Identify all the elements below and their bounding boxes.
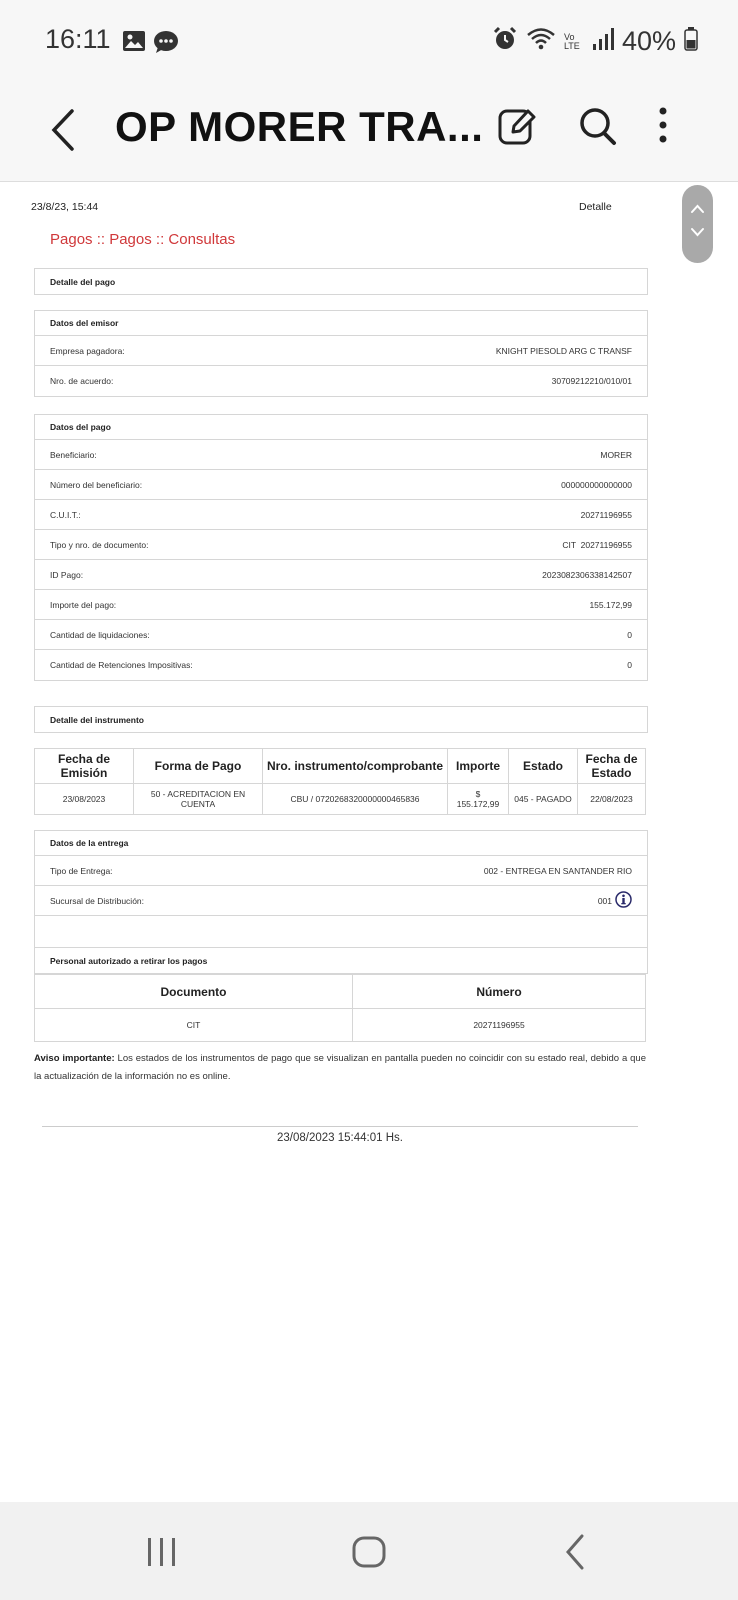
edit-icon[interactable] bbox=[497, 105, 537, 152]
battery-percent: 40% bbox=[621, 26, 676, 56]
divider bbox=[42, 1126, 638, 1127]
table-header: Número bbox=[353, 975, 646, 1009]
data-row: Tipo de Entrega: 002 - ENTREGA EN SANTANDER RIO bbox=[35, 856, 647, 886]
back-arrow-icon[interactable] bbox=[48, 105, 78, 160]
home-icon[interactable] bbox=[351, 1535, 387, 1574]
data-row: Número del beneficiario: 000000000000000 bbox=[35, 470, 647, 500]
notice-text: Los estados de los instrumentos de pago que se visualizan en pantalla pueden no coincidir con su estado real, debido a que la actualización de la información no es online. bbox=[34, 1053, 646, 1082]
alarm-icon bbox=[492, 26, 518, 57]
table-header: Estado bbox=[509, 749, 578, 784]
document-title: OP MORER TRA... bbox=[115, 103, 484, 150]
data-row: Nro. de acuerdo: 30709212210/010/01 bbox=[50, 376, 632, 386]
data-row: Cantidad de Retenciones Impositivas: 0 bbox=[50, 660, 632, 670]
table-cell: 50 - ACREDITACION EN CUENTA bbox=[134, 784, 263, 815]
status-bar bbox=[0, 0, 738, 85]
data-row: ID Pago: 2023082306338142507 bbox=[35, 560, 647, 590]
table-header: Forma de Pago bbox=[134, 749, 263, 784]
table-cell: CBU / 0720268320000000465836 bbox=[263, 784, 448, 815]
section-title: Detalle del instrumento bbox=[50, 714, 144, 725]
table-row bbox=[35, 784, 646, 815]
data-row: Tipo y nro. de documento: CIT 20271196955 bbox=[35, 530, 647, 560]
table-header: Fecha de Estado bbox=[578, 749, 646, 784]
empty-row bbox=[35, 916, 647, 948]
app-toolbar bbox=[0, 85, 738, 182]
table-header: Nro. instrumento/comprobante bbox=[263, 749, 448, 784]
table-cell: 045 - PAGADO bbox=[509, 784, 578, 815]
info-icon[interactable] bbox=[615, 891, 632, 910]
table-header: Documento bbox=[35, 975, 353, 1009]
entrega-section bbox=[34, 830, 648, 974]
authorized-table bbox=[34, 974, 646, 1042]
back-nav-icon[interactable] bbox=[563, 1532, 589, 1577]
timestamp: 23/08/2023 15:44:01 Hs. bbox=[277, 1132, 403, 1144]
section-title: Detalle del pago bbox=[50, 276, 116, 287]
status-time: 16:11 bbox=[45, 24, 111, 54]
data-row: Cantidad de liquidaciones: 0 bbox=[35, 620, 647, 650]
important-notice bbox=[34, 1050, 646, 1086]
volte-icon: Vo LTE bbox=[563, 31, 580, 51]
data-row: Importe del pago: 155.172,99 bbox=[35, 590, 647, 620]
data-row: Empresa pagadora: KNIGHT PIESOLD ARG C TRANSF bbox=[35, 336, 647, 366]
data-row: Beneficiario: MORER bbox=[35, 440, 647, 470]
signal-icon bbox=[592, 27, 614, 56]
battery-icon bbox=[684, 27, 698, 56]
emisor-section bbox=[34, 310, 648, 397]
instrument-table bbox=[34, 748, 646, 815]
data-row: C.U.I.T.: 20271196955 bbox=[35, 500, 647, 530]
wifi-icon bbox=[526, 26, 556, 57]
table-row bbox=[35, 1009, 646, 1042]
more-options-icon[interactable] bbox=[658, 105, 668, 152]
print-date: 23/8/23, 15:44 bbox=[31, 201, 99, 213]
table-header: Fecha de Emisión bbox=[35, 749, 134, 784]
gallery-icon bbox=[122, 30, 146, 57]
table-cell: CIT bbox=[35, 1009, 353, 1042]
page-label: Detalle bbox=[579, 201, 612, 213]
detalle-pago-section bbox=[34, 268, 648, 295]
breadcrumb: Pagos :: Pagos :: Consultas bbox=[50, 231, 236, 248]
message-icon bbox=[153, 30, 179, 59]
recent-apps-icon[interactable] bbox=[145, 1535, 179, 1574]
section-title: Personal autorizado a retirar los pagos bbox=[50, 955, 208, 966]
pago-section bbox=[34, 414, 648, 681]
table-cell: 20271196955 bbox=[353, 1009, 646, 1042]
table-cell: $ 155.172,99 bbox=[448, 784, 509, 815]
instrumento-section bbox=[34, 706, 648, 733]
page-scroll-control[interactable] bbox=[682, 185, 713, 263]
section-title: Datos del pago bbox=[35, 415, 647, 440]
navigation-bar bbox=[0, 1502, 738, 1600]
notice-label: Aviso importante: bbox=[34, 1053, 115, 1064]
section-title: Datos del emisor bbox=[35, 311, 647, 336]
table-cell: 22/08/2023 bbox=[578, 784, 646, 815]
data-row: Sucursal de Distribución: 001 bbox=[35, 886, 647, 916]
section-title: Datos de la entrega bbox=[35, 831, 647, 856]
search-icon[interactable] bbox=[578, 105, 618, 152]
table-header: Importe bbox=[448, 749, 509, 784]
table-cell: 23/08/2023 bbox=[35, 784, 134, 815]
